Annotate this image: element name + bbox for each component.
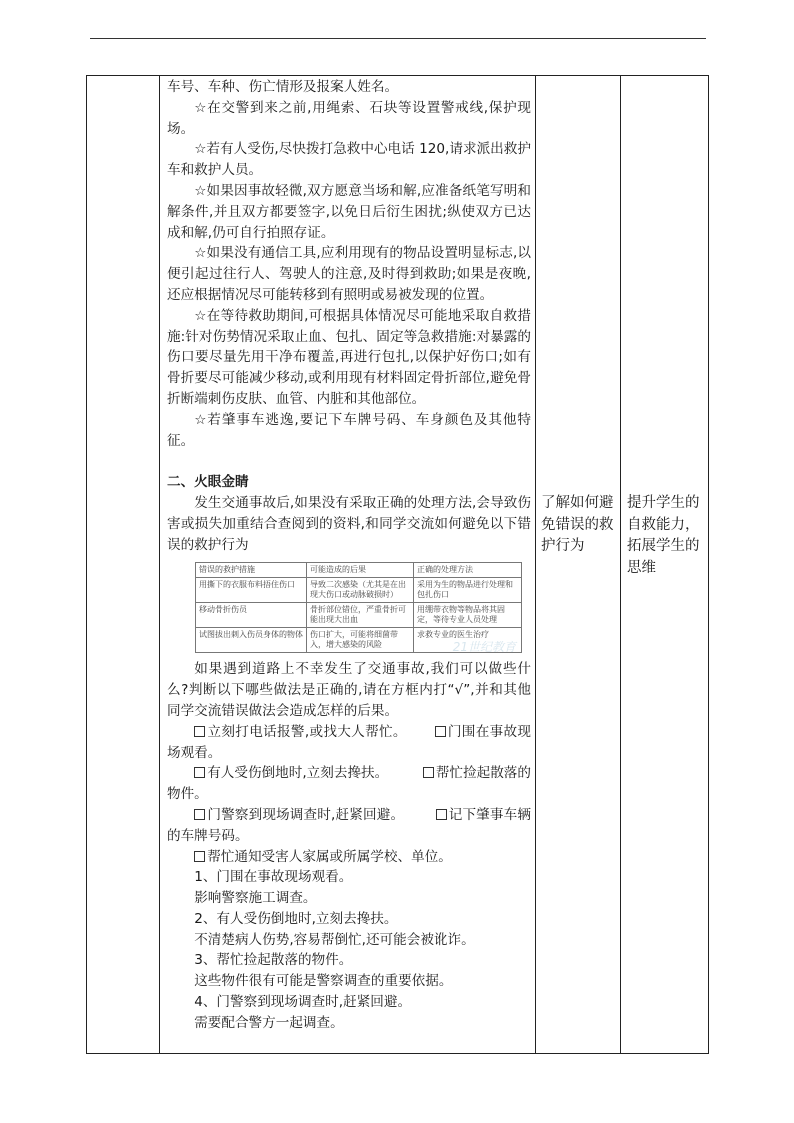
table-cell: 移动骨折伤员 — [196, 603, 307, 628]
option-text: 记下肇事车辆的车牌号码。 — [167, 806, 532, 844]
checkbox[interactable] — [194, 726, 205, 737]
table-cell: 导致二次感染（尤其是在出现大伤口或动脉破损时） — [307, 578, 414, 603]
text-line: 车号、车种、伤亡情形及报案人姓名。 — [167, 79, 399, 95]
table-header: 错误的救护措施 — [196, 563, 307, 578]
table-cell: 用撕下的衣服布料捂住伤口 — [196, 578, 307, 603]
checkbox[interactable] — [194, 767, 205, 778]
table-header: 正确的处理方法 — [414, 563, 522, 578]
teaching-content-cell — [167, 77, 531, 1034]
checkbox[interactable] — [436, 809, 447, 820]
error-rescue-table — [195, 562, 522, 653]
answer-line: 影响警察施工调查。 — [194, 890, 317, 907]
tip-paragraph: ☆如果因事故轻微,双方愿意当场和解,应准备纸笔写明和解条件,并且双方都要签字,以免日后衍生困扰;纵使双方已达成和解,仍可自行拍照存证。 — [167, 182, 531, 241]
table-row — [196, 578, 522, 603]
option-pair — [167, 722, 531, 764]
table-header: 可能造成的后果 — [307, 563, 414, 578]
option-text: 门围在事故现场观看。 — [167, 723, 531, 761]
checkbox[interactable] — [194, 809, 205, 820]
option-text: 门警察到现场调查时,赶紧回避。 — [207, 806, 405, 823]
tip-paragraph: ☆若肇事车逃逸,要记下车牌号码、车身颜色及其他特征。 — [167, 411, 531, 449]
section-intro: 发生交通事故后,如果没有采取正确的处理方法,会导致伤害或损失加重结合查阅到的资料,和同学交流如何避免以下错误的救护行为 — [167, 494, 531, 553]
option-text: 帮忙通知受害人家属或所属学校、单位。 — [207, 848, 452, 865]
answer-line: 这些物件很有可能是警察调查的重要依据。 — [194, 973, 453, 990]
goal-cell: 提升学生的自救能力，拓展学生的思维 — [627, 495, 700, 576]
watermark-logo: 21世纪教育 — [452, 639, 516, 654]
answer-line: 2、有人受伤倒地时,立刻去搀扶。 — [194, 910, 398, 927]
checkbox[interactable] — [423, 767, 434, 778]
checkbox[interactable] — [435, 726, 446, 737]
option-text: 有人受伤倒地时,立刻去搀扶。 — [207, 765, 389, 782]
table-cell: 用绷带衣物等物品将其固定，等待专业人员处理 — [414, 603, 522, 628]
option-pair — [167, 763, 531, 805]
column-divider — [159, 75, 160, 1054]
answer-line: 1、门围在事故现场观看。 — [194, 869, 353, 886]
column-divider — [620, 75, 621, 1054]
answer-line: 4、门警察到现场调查时,赶紧回避。 — [194, 994, 412, 1011]
tip-paragraph: ☆在等待救助期间,可根据具体情况尽可能地采取自救措施:针对伤势情况采取止血、包扎、固定等急救措施:对暴露的伤口要尽量先用干净布覆盖,再进行包扎,以保护好伤口;如有骨折要尽可能减少移动,或利用现有材料固定骨折部位,避免骨折断端刺伤皮肤、血管、内脏和其他部位。 — [167, 307, 531, 407]
table-row — [196, 603, 522, 628]
option-text: 立刻打电话报警,或找大人帮忙。 — [207, 723, 407, 740]
answer-line: 不清楚病人伤势,容易帮倒忙,还可能会被讹诈。 — [194, 931, 475, 948]
table-cell: 求救专业的医生治疗 — [414, 628, 522, 653]
option-text: 帮忙捡起散落的物件。 — [167, 765, 531, 803]
option-pair — [167, 805, 531, 847]
design-intent-cell: 了解如何避免错误的救护行为 — [541, 495, 614, 554]
question-intro: 如果遇到道路上不幸发生了交通事故,我们可以做些什么?判断以下哪些做法是正确的,请在方框内打“√”,并和其他同学交流错误做法会造成怎样的后果。 — [167, 661, 531, 719]
tip-paragraph: ☆若有人受伤,尽快拨打急救中心电话 120,请求派出救护车和救护人员。 — [167, 141, 531, 179]
answer-line: 需要配合警方一起调查。 — [194, 1014, 344, 1031]
option-line — [167, 847, 531, 868]
table-cell: 试图拔出刺入伤员身体的物体 — [196, 628, 307, 653]
column-divider — [535, 75, 536, 1054]
tip-paragraph: ☆如果没有通信工具,应利用现有的物品设置明显标志,以便引起过往行人、驾驶人的注意,及时得到救助;如果是夜晚,还应根据情况尽可能转移到有照明或易被发现的位置。 — [167, 245, 531, 303]
table-cell: 伤口扩大，可能将细菌带入，增大感染的风险 — [307, 628, 414, 653]
page-header-rule — [90, 38, 706, 39]
section-title: 二、火眼金睛 — [167, 474, 249, 491]
table-cell: 采用为生的物品进行处理和包扎伤口 — [414, 578, 522, 603]
tip-paragraph: ☆在交警到来之前,用绳索、石块等设置警戒线,保护现场。 — [167, 99, 531, 137]
table-cell: 骨折部位错位，严重骨折可能出现大出血 — [307, 603, 414, 628]
answer-line: 3、帮忙捡起散落的物件。 — [194, 952, 353, 969]
checkbox[interactable] — [194, 851, 205, 862]
